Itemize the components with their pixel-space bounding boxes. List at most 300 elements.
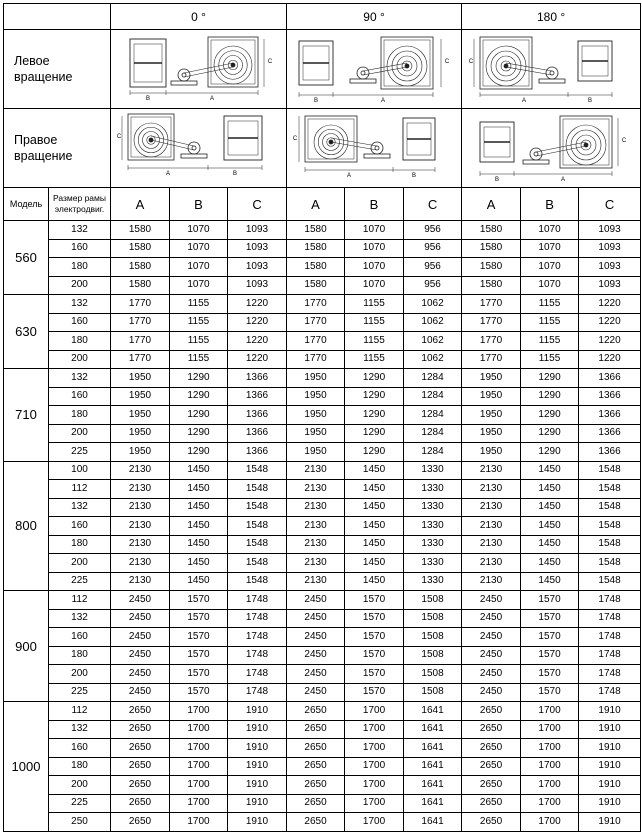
rotation-label-text: Правое вращение: [14, 132, 73, 163]
dimension-cell: 2450: [462, 683, 521, 702]
dimension-cell: 2450: [462, 591, 521, 610]
fan-diagram-left-180: [468, 33, 634, 105]
fan-l90-dim-label-a: A: [381, 98, 386, 104]
dimension-cell: 1910: [228, 757, 287, 776]
fan-l90-belt-top: [363, 63, 407, 71]
dimension-cell: 1450: [345, 572, 404, 591]
fan-l90-motor-shaft: [361, 71, 365, 75]
dimension-cell: 1070: [170, 276, 228, 295]
dimension-cell: 2650: [462, 794, 521, 813]
dimension-cell: 1220: [579, 332, 641, 351]
dimension-cell: 1508: [404, 683, 462, 702]
dimension-cell: 1155: [170, 295, 228, 314]
dimension-cell: 1548: [579, 461, 641, 480]
model-cell: 630: [4, 295, 49, 369]
dimension-cell: 1770: [462, 350, 521, 369]
dimension-cell: 2450: [111, 628, 170, 647]
table-row: [4, 739, 641, 758]
dimension-cell: 1700: [521, 776, 579, 795]
dimension-cell: 1290: [345, 369, 404, 388]
dimension-cell: 1570: [521, 683, 579, 702]
dimension-cell: 1910: [579, 702, 641, 721]
dimension-cell: 2450: [287, 665, 345, 684]
dimension-cell: 1330: [404, 572, 462, 591]
dimension-cell: 1950: [111, 369, 170, 388]
table-row: [4, 554, 641, 573]
dimension-cell: 1641: [404, 757, 462, 776]
dimension-cell: 1155: [345, 332, 404, 351]
table-row: [4, 609, 641, 628]
dimension-cell: 1950: [287, 387, 345, 406]
dimension-cell: 2130: [111, 572, 170, 591]
dimension-cell: 1070: [170, 258, 228, 277]
fan-r0-motor-base: [181, 154, 207, 158]
frame-size-cell: 180: [49, 332, 111, 351]
dimension-cell: 1366: [579, 406, 641, 425]
fan-r180-motor-base: [523, 160, 549, 164]
table-row: [4, 461, 641, 480]
fan-r180-dim-label-b: B: [495, 177, 500, 183]
dimension-cell: 1450: [521, 461, 579, 480]
dimension-cell: 1330: [404, 517, 462, 536]
frame-size-cell: 225: [49, 443, 111, 462]
dimension-cell: 2130: [287, 517, 345, 536]
dimension-cell: 1450: [170, 554, 228, 573]
dimension-cell: 1290: [521, 406, 579, 425]
dimensions-table: [3, 3, 641, 832]
dimension-cell: 1155: [521, 313, 579, 332]
model-column-header: Модель: [4, 188, 49, 221]
dimension-cell: 2130: [111, 461, 170, 480]
dimension-cell: 1580: [462, 276, 521, 295]
frame-column-header: Размер рамы электродвиг.: [49, 188, 111, 221]
diagram-left-0: [111, 30, 287, 109]
dim-column-header-c-0: C: [228, 188, 287, 221]
dimension-cell: 1570: [521, 591, 579, 610]
dimension-cell: 2450: [111, 665, 170, 684]
fan-r180-dim-label-c: C: [621, 138, 627, 144]
dimension-cell: 2130: [462, 572, 521, 591]
fan-l90-dim-label-c: C: [444, 59, 450, 65]
dimension-cell: 1910: [228, 813, 287, 832]
dimension-cell: 1570: [521, 665, 579, 684]
dimension-cell: 1770: [287, 332, 345, 351]
frame-size-cell: 225: [49, 683, 111, 702]
dimension-cell: 1220: [228, 332, 287, 351]
table-row: [4, 720, 641, 739]
model-cell: 710: [4, 369, 49, 462]
dimension-cell: 1580: [111, 258, 170, 277]
fan-l180-motor-shaft: [550, 71, 554, 75]
dimension-cell: 1366: [228, 424, 287, 443]
table-row: [4, 406, 641, 425]
dimension-cell: 1220: [228, 295, 287, 314]
dimension-cell: 1093: [579, 276, 641, 295]
dimension-cell: 1290: [170, 387, 228, 406]
dimension-cell: 1070: [345, 276, 404, 295]
dimension-cell: 1700: [521, 813, 579, 832]
dimension-cell: 1748: [228, 609, 287, 628]
fan-r0-belt-top: [151, 136, 194, 146]
table-row: [4, 628, 641, 647]
frame-size-cell: 200: [49, 776, 111, 795]
right-rotation-label: [4, 109, 111, 188]
fan-r90-housing: [305, 116, 357, 162]
model-cell: 800: [4, 461, 49, 591]
corner-cell: [4, 4, 111, 30]
fan-r0-dim-label-a: A: [165, 171, 170, 177]
dimension-cell: 1700: [170, 813, 228, 832]
table-row: [4, 572, 641, 591]
dimension-cell: 1641: [404, 776, 462, 795]
fan-r180-motor-shaft: [534, 152, 538, 156]
frame-size-cell: 160: [49, 517, 111, 536]
dimension-cell: 1700: [345, 794, 404, 813]
dimension-cell: 2130: [287, 572, 345, 591]
dimension-cell: 1366: [228, 406, 287, 425]
dimension-cell: 1548: [579, 572, 641, 591]
dimension-cell: 1290: [345, 443, 404, 462]
dimension-cell: 2450: [111, 591, 170, 610]
frame-size-cell: 132: [49, 720, 111, 739]
dimension-cell: 1570: [170, 628, 228, 647]
dimension-cell: 1910: [228, 720, 287, 739]
fan-r0-dim-label-c: C: [116, 134, 121, 140]
dimension-cell: 2650: [287, 813, 345, 832]
fan-r180-motor: [530, 148, 542, 160]
dimension-cell: 1700: [345, 720, 404, 739]
dimension-cell: 1570: [521, 628, 579, 647]
dimension-cell: 1748: [579, 683, 641, 702]
dimension-cell: 1548: [228, 535, 287, 554]
dimension-cell: 1770: [287, 313, 345, 332]
frame-size-cell: 200: [49, 276, 111, 295]
dimension-cell: 1284: [404, 424, 462, 443]
angle-0-header: 0 °: [111, 4, 287, 30]
table-row: [4, 350, 641, 369]
dimension-cell: 1950: [111, 443, 170, 462]
dimension-cell: 1748: [579, 646, 641, 665]
fan-diagram-left-0: [116, 33, 282, 105]
left-rotation-label: [4, 30, 111, 109]
dimension-cell: 1570: [345, 628, 404, 647]
dimension-cell: 1570: [170, 683, 228, 702]
fan-l0-belt-top: [184, 63, 233, 73]
dimension-cell: 1770: [111, 350, 170, 369]
dimension-cell: 1570: [345, 609, 404, 628]
dimension-cell: 1284: [404, 369, 462, 388]
dimension-cell: 956: [404, 221, 462, 240]
dimension-cell: 1290: [170, 406, 228, 425]
dimension-cell: 2130: [462, 535, 521, 554]
dimension-cell: 2650: [287, 757, 345, 776]
table-row: [4, 517, 641, 536]
dimension-cell: 2450: [462, 646, 521, 665]
table-row: [4, 591, 641, 610]
table-row: [4, 702, 641, 721]
dimension-cell: 1548: [228, 480, 287, 499]
frame-size-cell: 160: [49, 239, 111, 258]
dimension-cell: 2130: [287, 554, 345, 573]
dimension-cell: 1366: [228, 369, 287, 388]
dimension-cell: 1580: [462, 239, 521, 258]
fan-l180-dim-label-a: A: [522, 98, 527, 104]
dimension-cell: 2450: [111, 646, 170, 665]
dimension-cell: 1580: [462, 221, 521, 240]
right-rotation-row: [4, 109, 641, 188]
dimension-cell: 1450: [170, 461, 228, 480]
dimension-cell: 1290: [521, 369, 579, 388]
frame-size-cell: 160: [49, 628, 111, 647]
dimension-cell: 2130: [287, 480, 345, 499]
dimension-cell: 2450: [287, 683, 345, 702]
dimension-cell: 1700: [170, 757, 228, 776]
dimension-cell: 2450: [462, 628, 521, 647]
dimension-cell: 1548: [579, 535, 641, 554]
fan-diagram-right-0: [116, 112, 282, 184]
dimension-cell: 1570: [521, 646, 579, 665]
frame-size-cell: 100: [49, 461, 111, 480]
dimension-cell: 1450: [345, 498, 404, 517]
dimension-cell: 1450: [170, 480, 228, 499]
dim-column-header-b-2: B: [521, 188, 579, 221]
dimension-cell: 1770: [462, 295, 521, 314]
dim-column-header-c-1: C: [404, 188, 462, 221]
rotation-label-text: Левое вращение: [14, 53, 73, 84]
fan-l180-motor: [546, 67, 558, 79]
dimension-cell: 2130: [462, 461, 521, 480]
dimension-cell: 1366: [579, 443, 641, 462]
dimension-cell: 1548: [228, 554, 287, 573]
fan-l180-dim-label-c: C: [468, 59, 474, 65]
dimension-cell: 1748: [228, 683, 287, 702]
table-row: [4, 424, 641, 443]
dimension-cell: 1950: [287, 369, 345, 388]
dimension-cell: 1748: [579, 628, 641, 647]
dimension-cell: 1910: [579, 813, 641, 832]
dim-column-header-b-0: B: [170, 188, 228, 221]
angle-90-header: 90 °: [287, 4, 462, 30]
dimension-cell: 2130: [111, 480, 170, 499]
dimension-cell: 2650: [462, 702, 521, 721]
diagram-right-0: [111, 109, 287, 188]
dimension-cell: 1570: [345, 683, 404, 702]
diagram-right-180: [462, 109, 641, 188]
dimension-cell: 1950: [111, 406, 170, 425]
dimension-cell: 1093: [228, 239, 287, 258]
dimension-cell: 1700: [521, 739, 579, 758]
dimension-cell: 1548: [228, 461, 287, 480]
dim-column-header-b-1: B: [345, 188, 404, 221]
dimension-cell: 1570: [170, 665, 228, 684]
dimension-cell: 1748: [579, 591, 641, 610]
dimension-cell: 1950: [462, 369, 521, 388]
dim-column-header-c-2: C: [579, 188, 641, 221]
dimension-cell: 1508: [404, 609, 462, 628]
table-row: [4, 332, 641, 351]
dimension-cell: 1450: [521, 480, 579, 499]
dimension-cell: 1748: [228, 628, 287, 647]
dimension-cell: 1155: [521, 295, 579, 314]
fan-l0-inner: [211, 40, 255, 84]
dimension-cell: 2130: [111, 535, 170, 554]
dimension-cell: 1700: [345, 739, 404, 758]
dimension-cell: 1548: [579, 517, 641, 536]
dimension-cell: 1770: [462, 313, 521, 332]
dimension-cell: 1950: [287, 443, 345, 462]
dimension-cell: 1062: [404, 350, 462, 369]
table-row: [4, 313, 641, 332]
fan-diagram-right-90: [291, 112, 457, 184]
column-header-row: [4, 188, 641, 221]
dimension-cell: 2650: [111, 813, 170, 832]
frame-size-cell: 200: [49, 424, 111, 443]
frame-size-cell: 160: [49, 739, 111, 758]
dimension-cell: 1700: [345, 813, 404, 832]
dimension-cell: 1910: [579, 776, 641, 795]
frame-size-cell: 160: [49, 313, 111, 332]
dimension-cell: 1580: [462, 258, 521, 277]
dimension-cell: 1330: [404, 480, 462, 499]
dimension-cell: 1155: [170, 350, 228, 369]
table-row: [4, 646, 641, 665]
dimension-cell: 1366: [228, 443, 287, 462]
dimension-cell: 1580: [111, 221, 170, 240]
dimension-cell: 1508: [404, 628, 462, 647]
fan-l0-motor-base: [171, 81, 197, 85]
dimension-cell: 1155: [345, 350, 404, 369]
fan-l90-motor: [357, 67, 369, 79]
dimension-cell: 2650: [462, 720, 521, 739]
dimension-cell: 2130: [111, 498, 170, 517]
dimension-cell: 1290: [521, 387, 579, 406]
dimension-cell: 1450: [521, 535, 579, 554]
frame-size-cell: 180: [49, 646, 111, 665]
dimension-cell: 2450: [462, 609, 521, 628]
dimension-cell: 2450: [462, 665, 521, 684]
frame-size-cell: 180: [49, 406, 111, 425]
dimension-cell: 1570: [170, 591, 228, 610]
dimension-cell: 1450: [170, 498, 228, 517]
dimension-cell: 1290: [170, 369, 228, 388]
dimension-cell: 1155: [345, 295, 404, 314]
frame-size-cell: 132: [49, 498, 111, 517]
dimension-cell: 1570: [170, 646, 228, 665]
table-row: [4, 369, 641, 388]
dimension-cell: 1950: [111, 424, 170, 443]
dimension-cell: 1570: [345, 646, 404, 665]
dimension-cell: 1070: [521, 239, 579, 258]
dimension-cell: 2650: [111, 720, 170, 739]
fan-r90-motor-base: [364, 154, 390, 158]
table-row: [4, 498, 641, 517]
dimension-cell: 1450: [170, 535, 228, 554]
dimension-cell: 1508: [404, 665, 462, 684]
dimension-cell: 1450: [345, 461, 404, 480]
table-row: [4, 443, 641, 462]
dimension-cell: 1093: [579, 221, 641, 240]
dimension-cell: 1641: [404, 739, 462, 758]
table-row: [4, 535, 641, 554]
dimension-cell: 1548: [579, 554, 641, 573]
dimension-cell: 1950: [287, 406, 345, 425]
dimension-cell: 1330: [404, 554, 462, 573]
fan-r0-dim-label-b: B: [232, 171, 237, 177]
fan-diagram-right-180: [468, 112, 634, 184]
dimension-cell: 1580: [287, 276, 345, 295]
dimension-cell: 2650: [287, 702, 345, 721]
dimension-cell: 1700: [521, 720, 579, 739]
frame-size-cell: 200: [49, 350, 111, 369]
dimension-cell: 1950: [462, 387, 521, 406]
angle-180-header: 180 °: [462, 4, 641, 30]
frame-size-cell: 180: [49, 258, 111, 277]
dimension-cell: 1062: [404, 313, 462, 332]
dimension-cell: 1548: [228, 572, 287, 591]
model-cell: 900: [4, 591, 49, 702]
dimension-cell: 1910: [579, 739, 641, 758]
fan-r90-motor-shaft: [375, 146, 379, 150]
table-row: [4, 258, 641, 277]
dimension-cell: 1910: [579, 757, 641, 776]
dimension-cell: 1580: [287, 239, 345, 258]
dimension-cell: 1070: [345, 239, 404, 258]
dimension-cell: 956: [404, 276, 462, 295]
dimension-cell: 2650: [111, 739, 170, 758]
table-row: [4, 387, 641, 406]
dimension-cell: 1450: [345, 517, 404, 536]
frame-size-cell: 132: [49, 369, 111, 388]
dimension-cell: 2130: [287, 498, 345, 517]
dimension-cell: 1366: [579, 387, 641, 406]
dimension-cell: 1220: [579, 295, 641, 314]
left-rotation-row: [4, 30, 641, 109]
dimension-cell: 2130: [111, 517, 170, 536]
fan-l0-dim-label-b: B: [145, 96, 150, 102]
dimension-cell: 2450: [287, 628, 345, 647]
dimension-cell: 2450: [287, 591, 345, 610]
dimension-cell: 1366: [579, 424, 641, 443]
dimension-cell: 1770: [287, 295, 345, 314]
dimension-cell: 956: [404, 258, 462, 277]
dimension-cell: 1290: [345, 406, 404, 425]
dimension-cell: 2650: [462, 776, 521, 795]
dimension-cell: 1770: [111, 332, 170, 351]
dimension-cell: 1093: [579, 239, 641, 258]
dimension-cell: 1548: [228, 498, 287, 517]
diagram-left-90: [287, 30, 462, 109]
dim-column-header-a-2: A: [462, 188, 521, 221]
dimension-cell: 1570: [345, 665, 404, 684]
dimension-cell: 1700: [521, 794, 579, 813]
dimension-cell: 1290: [521, 443, 579, 462]
dimension-cell: 1366: [228, 387, 287, 406]
dimension-cell: 2130: [287, 535, 345, 554]
frame-size-cell: 200: [49, 665, 111, 684]
dimension-cell: 1450: [170, 572, 228, 591]
table-row: [4, 683, 641, 702]
dimension-cell: 1950: [462, 424, 521, 443]
fan-r90-dim-label-b: B: [412, 173, 417, 179]
dimension-cell: 2650: [111, 776, 170, 795]
table-row: [4, 480, 641, 499]
fan-r180-belt-bottom: [536, 146, 586, 156]
table-row: [4, 221, 641, 240]
model-cell: 1000: [4, 702, 49, 832]
dimension-cell: 1910: [228, 739, 287, 758]
dimension-cell: 1284: [404, 443, 462, 462]
dimension-cell: 1641: [404, 794, 462, 813]
